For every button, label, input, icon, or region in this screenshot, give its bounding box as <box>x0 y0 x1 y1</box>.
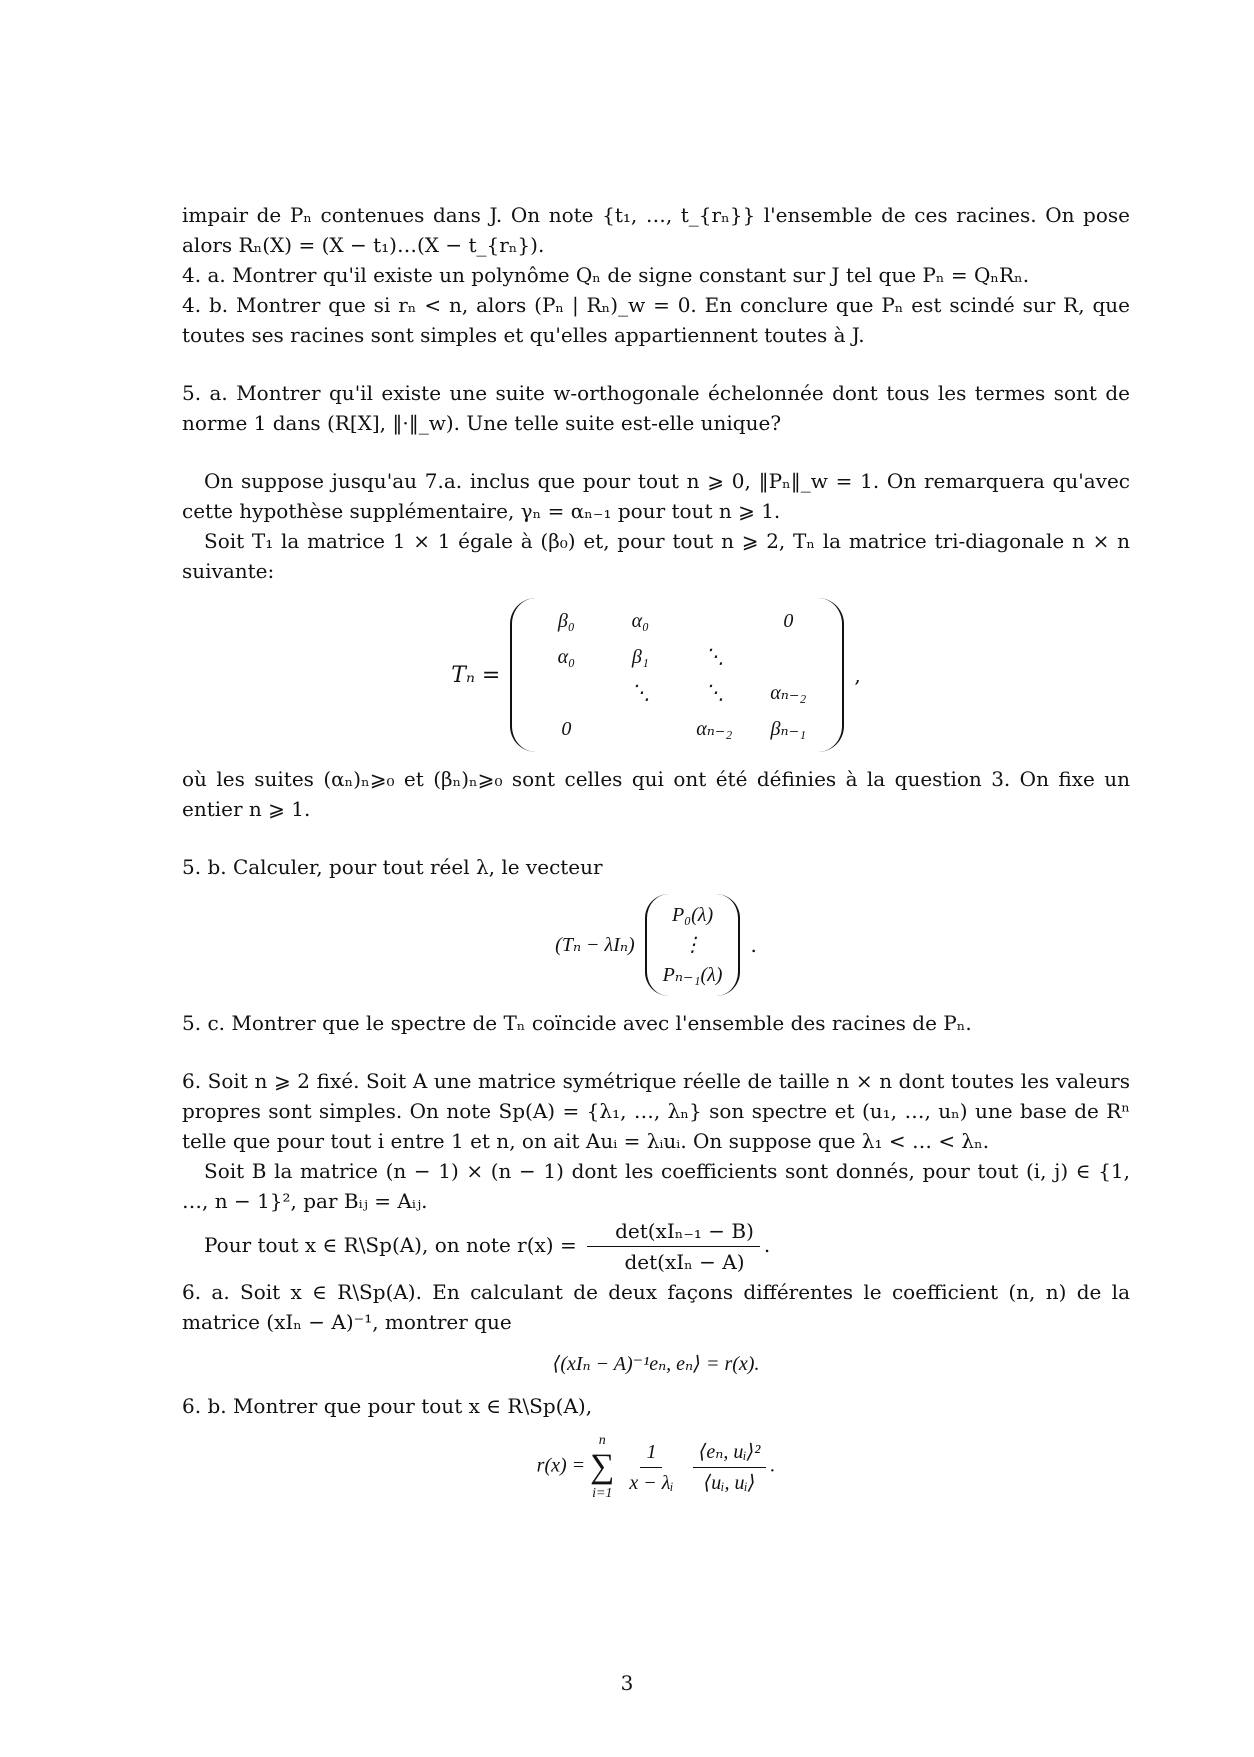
vector-entry: ⋮ <box>682 934 703 956</box>
r-fraction-numerator: det(xIₙ₋₁ − B) <box>587 1216 760 1247</box>
sigma-symbol: ∑ <box>590 1448 615 1486</box>
question-5a: 5. a. Montrer qu'il existe une suite w-orthogonale échelonnée dont tous les termes sont de norme 1 dans (R[X], ‖·‖_w). Une telle suite est-elle unique? <box>182 381 1130 435</box>
sequences-note: où les suites (αₙ)ₙ⩾₀ et (βₙ)ₙ⩾₀ sont celles qui ont été définies à la question 3. On fixe un entier n ⩾ 1. <box>182 767 1130 821</box>
tridiagonal-matrix <box>510 598 844 752</box>
fraction-2-numerator: ⟨eₙ, uᵢ⟩² <box>693 1437 767 1468</box>
matrix-equation <box>182 598 1130 752</box>
polynomial-vector <box>645 894 741 996</box>
matrix-cell: 0 <box>561 718 572 740</box>
page-number: 3 <box>620 1671 634 1695</box>
r-fraction-denominator: det(xIₙ − A) <box>624 1250 745 1274</box>
matrix-definition: Soit T₁ la matrice 1 × 1 égale à (β₀) et, pour tout n ⩾ 2, Tₙ la matrice tri-diagonale n × n suivante: <box>182 529 1130 583</box>
b-definition: Soit B la matrice (n − 1) × (n − 1) dont les coefficients sont donnés, pour tout (i, j) ∈ {1, …, n − 1}², par Bᵢⱼ = Aᵢⱼ. <box>182 1159 1130 1213</box>
sum-lower-bound: i=1 <box>592 1485 613 1501</box>
fraction-1-numerator: 1 <box>640 1437 662 1468</box>
question-4b: 4. b. Montrer que si rₙ < n, alors (Pₙ | Rₙ)_w = 0. En conclure que Pₙ est scindé sur R, que toutes ses racines sont simples et qu'elles appartiennent toutes à J. <box>182 293 1130 347</box>
eq6b-trailing-dot: . <box>770 1454 776 1477</box>
vector-prefix: (Tₙ − λIₙ) <box>555 934 635 956</box>
question-6b: 6. b. Montrer que pour tout x ∈ R\Sp(A), <box>182 1394 593 1418</box>
eq6b-lhs: r(x) = <box>536 1454 586 1477</box>
matrix-cell: βₙ₋₁ <box>770 718 807 740</box>
question-5c: 5. c. Montrer que le spectre de Tₙ coïncide avec l'ensemble des racines de Pₙ. <box>182 1011 972 1035</box>
vector-entry: P₀(λ) <box>671 904 714 926</box>
matrix-cell <box>678 606 750 636</box>
vector-entry: Pₙ₋₁(λ) <box>662 964 723 986</box>
matrix-cell <box>530 678 602 708</box>
matrix-cell: ⋱ <box>704 646 725 668</box>
equation-6b <box>182 1433 1130 1501</box>
matrix-cell: αₙ₋₂ <box>696 718 733 740</box>
vector-trailing-dot: . <box>750 933 757 957</box>
matrix-trailing-comma: , <box>854 663 861 687</box>
r-definition-dot: . <box>763 1233 771 1257</box>
vector-expression <box>182 894 1130 996</box>
summation <box>590 1433 614 1501</box>
matrix-label: Tₙ = <box>451 662 501 688</box>
matrix-cell: ⋱ <box>704 682 725 704</box>
matrix-cell: αₙ₋₂ <box>770 682 807 704</box>
fraction-2-denominator: ⟨uᵢ, uᵢ⟩ <box>703 1471 756 1494</box>
question-5b: 5. b. Calculer, pour tout réel λ, le vecteur <box>182 855 603 879</box>
matrix-cell: β₁ <box>631 646 649 668</box>
equation-6a: ⟨(xIₙ − A)⁻¹eₙ, eₙ⟩ = r(x). <box>552 1353 760 1375</box>
sum-upper-bound: n <box>598 1433 606 1448</box>
matrix-cell: β₀ <box>557 610 575 632</box>
matrix-cell: α₀ <box>631 610 650 632</box>
r-fraction <box>587 1216 760 1277</box>
paragraph-roots: impair de Pₙ contenues dans J. On note {t₁, …, t_{rₙ}} l'ensemble de ces racines. On pose alors Rₙ(X) = (X − t₁)…(X − t_{rₙ}). <box>182 203 1130 257</box>
matrix-cell <box>752 642 824 672</box>
r-definition <box>182 1216 1130 1277</box>
question-6a: 6. a. Soit x ∈ R\Sp(A). En calculant de deux façons différentes le coefficient (n, n) de la matrice (xIₙ − A)⁻¹, montrer que <box>182 1280 1130 1334</box>
matrix-cell: ⋱ <box>630 682 651 704</box>
hypothesis: On suppose jusqu'au 7.a. inclus que pour tout n ⩾ 0, ‖Pₙ‖_w = 1. On remarquera qu'avec cette hypothèse supplémentaire, γₙ = αₙ₋₁ pour tout n ⩾ 1. <box>182 469 1130 523</box>
matrix-cell: 0 <box>783 610 794 632</box>
fraction-1-denominator: x − λᵢ <box>629 1471 674 1494</box>
fraction-2 <box>693 1437 767 1498</box>
r-definition-prefix: Pour tout x ∈ R\Sp(A), on note r(x) = <box>204 1233 577 1257</box>
matrix-cell <box>604 714 676 744</box>
question-6: 6. Soit n ⩾ 2 fixé. Soit A une matrice symétrique réelle de taille n × n dont toutes les valeurs propres sont simples. On note Sp(A) = {λ₁, …, λₙ} son spectre et (u₁, …, uₙ) une base de Rⁿ telle que pour tout i entre 1 et n, on ait Auᵢ = λᵢuᵢ. On suppose que λ₁ < … < λₙ. <box>182 1069 1130 1153</box>
fraction-1 <box>623 1437 679 1498</box>
question-4a: 4. a. Montrer qu'il existe un polynôme Qₙ de signe constant sur J tel que Pₙ = QₙRₙ. <box>182 263 1030 287</box>
page-content <box>182 200 1130 1513</box>
matrix-cell: α₀ <box>557 646 576 668</box>
